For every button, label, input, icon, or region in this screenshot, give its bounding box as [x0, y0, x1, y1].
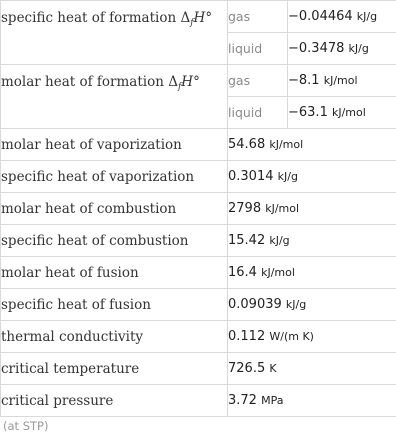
table-row [1, 289, 396, 321]
row-label: critical temperature [1, 353, 228, 385]
value-cell [228, 161, 396, 193]
enthalpy-symbol: H [193, 10, 206, 26]
value-number: −63.1 [288, 105, 328, 120]
delta-symbol: Δ [168, 74, 178, 90]
table-row [1, 65, 396, 97]
table-row [1, 1, 396, 33]
value-number: 0.112 [228, 329, 266, 344]
table-row [1, 161, 396, 193]
value-unit: kJ/g [348, 42, 369, 55]
value-unit: K [269, 362, 277, 375]
delta-symbol: Δ [180, 10, 191, 26]
phase-label: liquid [228, 33, 288, 65]
value-cell [228, 129, 396, 161]
row-label: specific heat of fusion [1, 289, 228, 321]
value-number: 15.42 [228, 233, 266, 248]
row-label: molar heat of vaporization [1, 129, 228, 161]
row-label [1, 1, 228, 65]
value-number: 2798 [228, 201, 262, 216]
value-cell [228, 225, 396, 257]
value-number: −0.3478 [288, 41, 345, 56]
value-number: 0.3014 [228, 169, 274, 184]
formation-subscript: f [190, 18, 194, 28]
degree-symbol: ° [193, 74, 200, 90]
row-label: thermal conductivity [1, 321, 228, 353]
value-cell [288, 1, 396, 33]
row-label: specific heat of vaporization [1, 161, 228, 193]
value-cell [228, 289, 396, 321]
value-cell [228, 257, 396, 289]
value-number: 3.72 [228, 393, 257, 408]
table-row [1, 193, 396, 225]
table-row [1, 353, 396, 385]
footnote: (at STP) [3, 419, 49, 433]
table-row [1, 129, 396, 161]
phase-label: liquid [228, 97, 288, 129]
value-unit: kJ/mol [323, 74, 358, 87]
value-number: −8.1 [288, 73, 320, 88]
table-row [1, 257, 396, 289]
row-label-text: specific heat of formation [1, 10, 181, 26]
row-label: molar heat of fusion [1, 257, 228, 289]
row-label: specific heat of combustion [1, 225, 228, 257]
value-number: 0.09039 [228, 297, 282, 312]
value-number: 726.5 [228, 361, 266, 376]
value-cell [288, 65, 396, 97]
value-cell [228, 385, 396, 417]
value-cell [288, 97, 396, 129]
phase-label: gas [228, 65, 288, 97]
value-unit: kJ/g [356, 10, 378, 23]
value-cell [288, 33, 396, 65]
value-unit: kJ/g [285, 298, 307, 311]
value-number: 16.4 [228, 265, 257, 280]
enthalpy-symbol: H [181, 74, 194, 90]
table-row [1, 225, 396, 257]
value-cell [228, 193, 396, 225]
table-row [1, 321, 396, 353]
value-unit: kJ/g [269, 234, 290, 247]
row-label [1, 65, 228, 129]
value-cell [228, 321, 396, 353]
formation-subscript: f [177, 82, 182, 92]
value-unit: kJ/mol [261, 266, 295, 279]
phase-label: gas [228, 1, 288, 33]
row-label-text: molar heat of formation [1, 74, 169, 90]
value-unit: MPa [261, 394, 284, 407]
value-unit: kJ/mol [269, 138, 304, 151]
value-cell [228, 353, 396, 385]
degree-symbol: ° [205, 10, 213, 26]
value-unit: kJ/g [277, 170, 298, 183]
value-number: 54.68 [228, 137, 266, 152]
value-unit: kJ/mol [331, 106, 366, 119]
value-unit: W/(m K) [269, 330, 314, 343]
row-label: molar heat of combustion [1, 193, 228, 225]
table-row [1, 385, 396, 417]
value-unit: kJ/mol [265, 202, 300, 215]
row-label: critical pressure [1, 385, 228, 417]
value-number: −0.04464 [288, 9, 353, 24]
